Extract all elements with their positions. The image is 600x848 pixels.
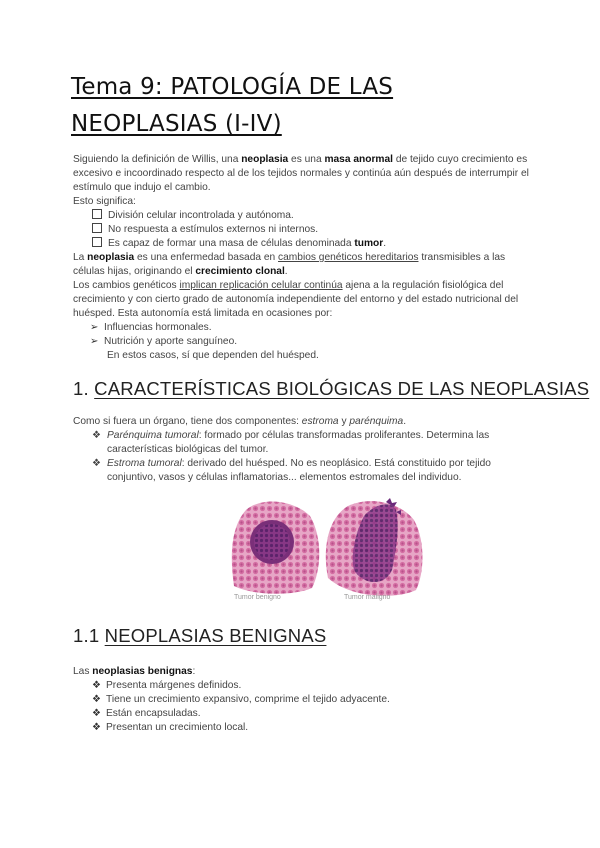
text: es una enfermedad basada en [134, 252, 279, 263]
diamond-bullet-icon: ❖ [92, 458, 102, 469]
text: : formado por células transformadas proliferantes. Determina las características biológicas del tumor. [107, 430, 490, 455]
text: Los cambios genéticos [73, 280, 180, 291]
bullet-estroma [107, 457, 507, 485]
checkbox-icon [92, 223, 102, 233]
italic-term: parénquima [349, 416, 404, 427]
text: de tejido cuyo crecimiento es excesivo e incoordinado respecto al de los tejidos normales y continúa aún después de interrumpir el estímulo que indujo el cambio. [73, 154, 529, 193]
text: ajena a la regulación fisiológica del crecimiento y con cierto grado de autonomía independiente del entorno y del estado nutricional del huésped. Esta autonomía está limitada en ocasiones por: [73, 280, 519, 319]
check-label: Es capaz de formar una masa de células denominada [108, 238, 355, 249]
bold-term: neoplasia [87, 252, 135, 263]
checkbox-icon [92, 237, 102, 247]
diamond-bullet-icon: ❖ [92, 694, 101, 705]
intro-paragraph-1 [73, 153, 533, 195]
italic-term: Estroma tumoral [107, 458, 182, 469]
benign-bullet-3 [92, 707, 201, 721]
checkbox-icon [92, 209, 102, 219]
arrow-label: Nutrición y aporte sanguíneo. [104, 336, 238, 347]
diamond-bullet-icon: ❖ [92, 680, 101, 691]
section-title: NEOPLASIAS BENIGNAS [104, 625, 327, 646]
check-item-1 [92, 209, 294, 223]
italic-term: Parénquima tumoral [107, 430, 199, 441]
check-label: No respuesta a estímulos externos ni internos. [108, 224, 319, 235]
page-title-line-1: Tema 9: PATOLOGÍA DE LAS [71, 74, 394, 100]
bold-term: neoplasias benignas [92, 666, 193, 677]
section-title: CARACTERÍSTICAS BIOLÓGICAS DE LAS NEOPLASIAS [94, 378, 590, 399]
check-item-2 [92, 223, 318, 237]
arrow-label: Influencias hormonales. [104, 322, 212, 333]
diamond-bullet-icon: ❖ [92, 430, 102, 441]
italic-term: estroma [301, 416, 339, 427]
section-1-paragraph [73, 415, 406, 429]
arrow-bullet-icon: ➢ [90, 336, 99, 347]
intro-paragraph-3 [73, 251, 533, 279]
intro-paragraph-4 [73, 279, 533, 321]
section-number: 1.1 [73, 625, 105, 646]
text: Las [73, 666, 93, 677]
page-title-line-2: NEOPLASIAS (I-IV) [71, 111, 282, 137]
intro-paragraph-2: Esto significa: [73, 196, 136, 207]
text: Siguiendo la definición de Willis, una [73, 154, 242, 165]
bullet-parenquima [107, 429, 507, 457]
caption-benign: Tumor benigno [234, 594, 281, 601]
bullet-label: Están encapsuladas. [106, 708, 201, 719]
text: Como si fuera un órgano, tiene dos componentes: [73, 416, 302, 427]
text: y [338, 416, 350, 427]
underlined-term: cambios genéticos hereditarios [278, 252, 419, 263]
text: : [192, 666, 196, 677]
arrow-item-2 [90, 335, 237, 349]
diamond-bullet-icon: ❖ [92, 722, 101, 733]
bullet-label: Tiene un crecimiento expansivo, comprime el tejido adyacente. [106, 694, 390, 705]
check-label: División celular incontrolada y autónoma. [108, 210, 294, 221]
section-1-1-heading [73, 625, 326, 647]
intro-paragraph-5: En estos casos, sí que dependen del huésped. [107, 350, 319, 361]
bold-term: tumor [354, 238, 384, 249]
benign-bullet-2 [92, 693, 390, 707]
bold-term: crecimiento clonal [195, 266, 285, 277]
bold-term: masa anormal [324, 154, 393, 165]
text: La [73, 252, 88, 263]
text: . [403, 416, 407, 427]
bold-term: neoplasia [241, 154, 289, 165]
caption-malignant: Tumor maligno [344, 594, 391, 601]
text: es una [288, 154, 325, 165]
section-1-1-paragraph [73, 665, 195, 679]
benign-bullet-4 [92, 721, 248, 735]
text: transmisibles a las células hijas, originando el [73, 252, 506, 277]
arrow-bullet-icon: ➢ [90, 322, 99, 333]
section-1-heading [73, 378, 589, 400]
section-number: 1. [73, 378, 95, 399]
bullet-label: Presenta márgenes definidos. [106, 680, 242, 691]
diamond-bullet-icon: ❖ [92, 708, 101, 719]
text: . [284, 266, 288, 277]
arrow-item-1 [90, 321, 212, 335]
tumor-illustration [224, 498, 432, 606]
check-item-3 [92, 237, 386, 251]
text: : derivado del huésped. No es neoplásico. Está constituido por tejido conjuntivo, vasos y células inflamatorias... elementos estromales del individuo. [107, 458, 491, 483]
text: . [383, 238, 387, 249]
bullet-label: Presentan un crecimiento local. [106, 722, 249, 733]
underlined-term: implican replicación celular continúa [179, 280, 343, 291]
benign-bullet-1 [92, 679, 241, 693]
